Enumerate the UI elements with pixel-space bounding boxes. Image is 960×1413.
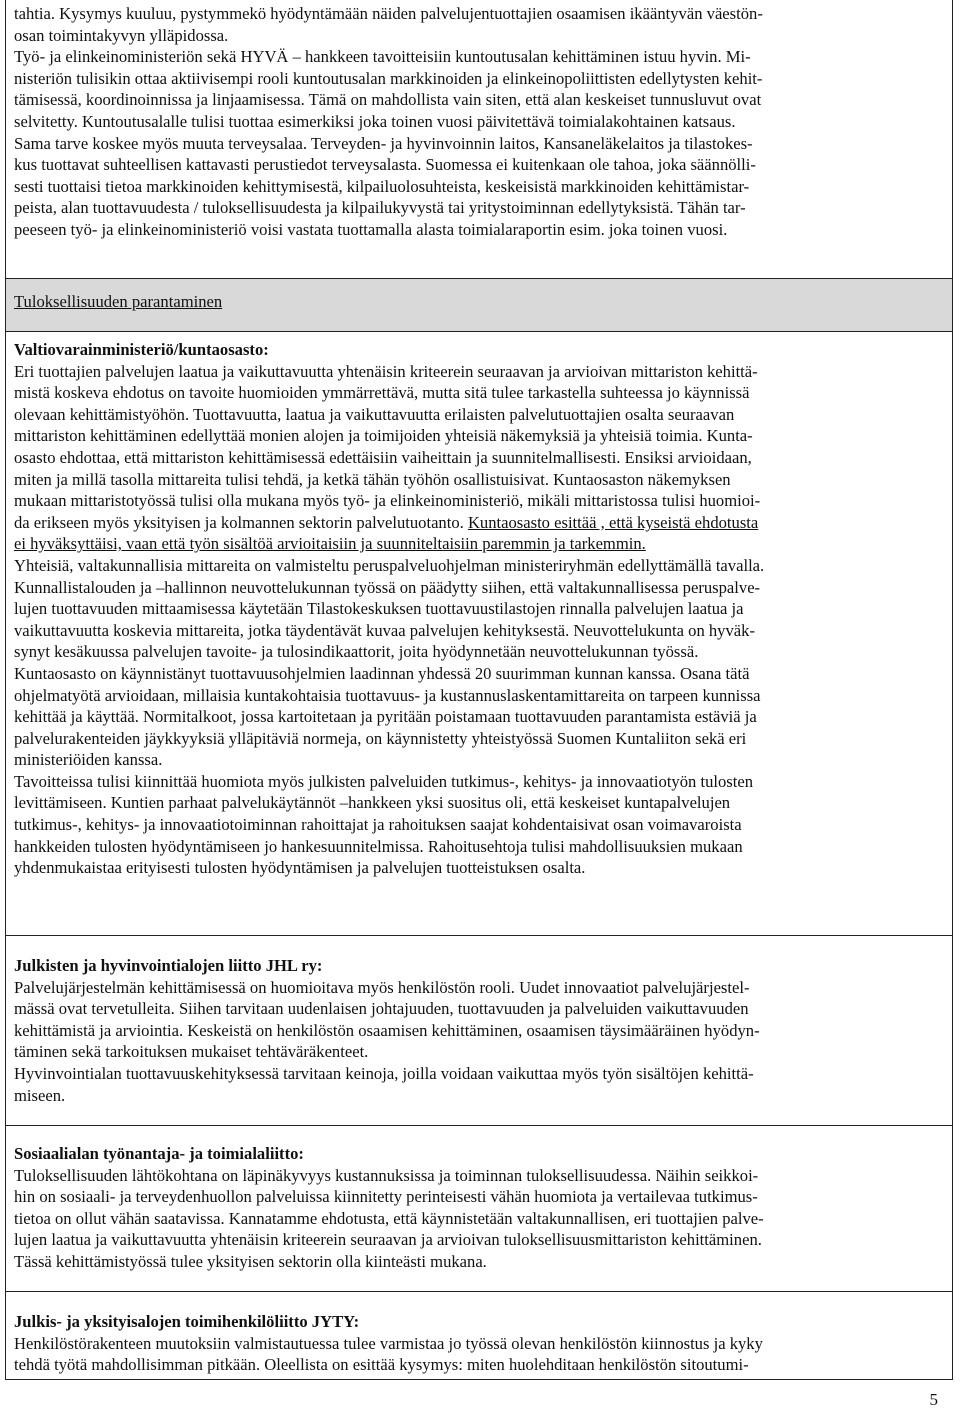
intro-line: kus tuottavat suhteellisen kattavasti perustiedot terveysalasta. Suomessa ei kuitenkaan ole tahoa, joka säännölli- <box>14 155 756 175</box>
vm-line: yhdenmukaistaa erityisesti tulosten hyödyntämisen ja palvelujen tuotteistuksen osalta. <box>14 858 586 878</box>
intro-line: tämisessä, koordinoinnissa ja linjaamisessa. Tämä on mahdollista vain siten, että alan keskeiset tunnusluvut ovat <box>14 90 762 110</box>
org-heading: Valtiovarainministeriö/kuntaosasto: <box>14 340 269 359</box>
vm-line: palvelurakenteiden jäykkyyksiä ylläpitäviä normeja, on käynnistetty yhteistyössä Suomen Kuntaliiton sekä eri <box>14 728 747 748</box>
intro-line: nisteriön tulisikin ottaa aktiivisempi rooli kuntoutusalan markkinoiden ja elinkeinopoliittisten edellytysten kehit- <box>14 68 763 88</box>
jhl-line: Hyvinvointialan tuottavuuskehityksessä tarvitaan keinoja, joilla voidaan vaikuttaa myös työn sisältöjen kehittä- <box>14 1063 754 1083</box>
divider <box>6 1125 952 1126</box>
vm-line: hankkeiden tulosten hyödyntämiseen jo hankesuunnitelmissa. Rahoitusehtoja tulisi mahdollisuuksien mukaan <box>14 836 743 856</box>
section-heading-band <box>6 279 952 331</box>
vm-line: osasto ehdottaa, että mittariston kehittämisessä edettäisiin vaiheittain ja suunnitelmallisesti. Ensiksi arvioidaan, <box>14 447 752 467</box>
intro-line: Työ- ja elinkeinoministeriön sekä HYVÄ – hankkeen tavoitteisiin kuntoutusalan kehittäminen istuu hyvin. Mi- <box>14 47 751 67</box>
vm-line: vaikuttavuutta koskevia mittareita, jotka täydentävät kuvaa palvelujen kehityksestä. Neuvottelukunta on hyväk- <box>14 620 755 640</box>
vm-line: synyt kesäkuussa palvelujen tavoite- ja tulosindikaattorit, joita hyödynnetään neuvottelukunnan työssä. <box>14 642 699 662</box>
vm-line-plain: da erikseen myös yksityisen ja kolmannen sektorin palvelutuotanto. <box>14 512 468 532</box>
intro-line: peista, alan tuottavuudesta / tuloksellisuudesta ja kilpailukyvystä tai yritystoiminnan edellytyksistä. Tähän tar- <box>14 198 746 218</box>
intro-line: peeseen työ- ja elinkeinoministeriö voisi vastata tuottamalla alasta toimialaraportin esim. joka toinen vuosi. <box>14 219 728 239</box>
vm-line: mukaan mittaristotyössä tulisi olla mukana myös työ- ja elinkeinoministeriö, mikäli mittaristossa tulisi huomioi- <box>14 491 761 511</box>
vm-underlined-text: ei hyväksyttäisi, vaan että työn sisältöä arvioitaisiin ja suunniteltaisiin paremmin ja tarkemmin. <box>14 534 646 554</box>
jhl-line: mässä ovat tervetulleita. Siihen tarvitaan uudenlaisen johtajuuden, tuottavuuden ja palveluiden vaikuttavuuden <box>14 999 749 1019</box>
vm-line: ministeriöiden kanssa. <box>14 750 163 770</box>
vm-line: mittariston kehittäminen edellyttää monien alojen ja toimijoiden yhteisiä näkemyksiä ja yhteisiä toimia. Kunta- <box>14 426 753 446</box>
vm-line: olevaan kehittämistyöhön. Tuottavuutta, laatua ja vaikuttavuutta erilaisten palvelutuottajien osalta seuraavan <box>14 404 735 424</box>
org-heading: Julkis- ja yksityisalojen toimihenkilöliitto JYTY: <box>14 1312 360 1331</box>
vm-cell <box>6 339 952 879</box>
vm-line: Kuntaosasto on käynnistänyt tuottavuusohjelmien laadinnan yhdessä 20 suurimman kunnan kanssa. Osana tätä <box>14 663 750 683</box>
document-frame <box>5 0 953 1380</box>
jhl-cell <box>6 955 952 1106</box>
intro-line: selvitetty. Kuntoutusalalle tulisi tuottaa esimerkiksi joka toinen vuosi päivitettävä toimialakohtainen katsaus. <box>14 111 736 131</box>
jhl-line: kehittämistä ja arviointia. Keskeistä on henkilöstön osaamisen kehittäminen, osaamisen täysimääräinen hyödyn- <box>14 1020 760 1040</box>
sosiaali-line: tietoa on ollut vähän saatavissa. Kannatamme ehdotusta, että käynnistetään valtakunnallisen, eri tuottajien palve- <box>14 1208 764 1228</box>
section-heading: Tuloksellisuuden parantaminen <box>14 292 223 311</box>
divider <box>6 935 952 936</box>
vm-underlined-text: Kuntaosasto esittää , että kyseistä ehdotusta <box>467 512 759 532</box>
sosiaali-line: Tuloksellisuuden lähtökohtana on läpinäkyvyys kustannuksissa ja toiminnan tuloksellisuudessa. Näihin seikkoi- <box>14 1165 759 1185</box>
vm-line <box>14 512 945 534</box>
jyty-cell <box>6 1311 952 1376</box>
divider <box>6 331 952 332</box>
sosiaali-line: hin on sosiaali- ja terveydenhuollon palveluissa kiinnitetty perinteisesti vähän huomiota ja vertailevaa tutkimus- <box>14 1187 758 1207</box>
intro-line: sesti tuottaisi tietoa markkinoiden kehittymisestä, kilpailuolosuhteista, keskeisistä markkinoiden kehittämistar- <box>14 176 750 196</box>
org-heading: Julkisten ja hyvinvointialojen liitto JHL ry: <box>14 956 323 975</box>
intro-line: osan toimintakyvyn ylläpidossa. <box>14 25 229 45</box>
jhl-line: Palvelujärjestelmän kehittämisessä on huomioitava myös henkilöstön rooli. Uudet innovaatiot palvelujärjestel- <box>14 977 750 997</box>
vm-line: Eri tuottajien palvelujen laatua ja vaikuttavuutta yhtenäisin kriteerein seuraavan ja arvioivan mittariston kehittä- <box>14 361 758 381</box>
intro-line: tahtia. Kysymys kuuluu, pystymmekö hyödyntämään näiden palvelujentuottajien osaamisen ikääntyvän väestön- <box>14 4 763 23</box>
vm-line: kehittää ja käyttää. Normitalkoot, jossa kartoitetaan ja pyritään poistamaan tuottavuuden parantamista estäviä ja <box>14 707 757 727</box>
divider <box>6 1291 952 1292</box>
vm-line: mistä koskeva ehdotus on tavoite huomioiden ymmärrettävä, mutta sitä tulee tarkastella suhteessa jo käynnissä <box>14 383 750 403</box>
vm-line: ohjelmatyötä arvioidaan, millaisia kuntakohtaisia tuottavuus- ja kustannuslaskentamittareita on tarpeen kunnissa <box>14 685 761 705</box>
sosiaali-line: Tässä kehittämistyössä tulee yksityisen sektorin olla kiinteästi mukana. <box>14 1251 487 1271</box>
intro-line: Sama tarve koskee myös muuta terveysalaa. Terveyden- ja hyvinvoinnin laitos, Kansaneläkelaitos ja tilastokes- <box>14 133 753 153</box>
sosiaali-cell <box>6 1143 952 1273</box>
vm-line: Kunnallistalouden ja –hallinnon neuvottelukunnan työssä on päädytty siihen, että valtakunnallisessa peruspalve- <box>14 577 761 597</box>
intro-cell <box>6 3 952 241</box>
jhl-line: täminen sekä tarkoituksen mukaiset tehtäväräkenteet. <box>14 1042 369 1062</box>
vm-line: miten ja millä tasolla mittareita tulisi tehdä, ja ketkä tähän työhön osallistuisivat. Kuntaosaston näkemyksen <box>14 469 731 489</box>
jyty-line: Henkilöstörakenteen muutoksiin valmistautuessa tulee varmistaa jo työssä olevan henkilöstön kiinnostus ja kyky <box>14 1333 763 1353</box>
page-number: 5 <box>929 1390 938 1409</box>
vm-line: Tavoitteissa tulisi kiinnittää huomiota myös julkisten palveluiden tutkimus-, kehitys- ja innovaatiotyön tulosten <box>14 771 754 791</box>
vm-line: Yhteisiä, valtakunnallisia mittareita on valmisteltu peruspalveluohjelman ministeriryhmän edellyttämällä tavalla. <box>14 555 765 575</box>
vm-line: levittämiseen. Kuntien parhaat palvelukäytännöt –hankkeen yksi suositus oli, että keskeiset kuntapalvelujen <box>14 793 731 813</box>
org-heading: Sosiaalialan työnantaja- ja toimialaliitto: <box>14 1144 304 1163</box>
vm-line: tutkimus-, kehitys- ja innovaatiotoiminnan rahoittajat ja rahoituksen saajat kohdentaisivat osan voimavaroista <box>14 815 742 835</box>
jhl-line: miseen. <box>14 1085 66 1105</box>
sosiaali-line: lujen laatua ja vaikuttavuutta yhtenäisin kriteerein seuraavan ja arvioivan tuloksellisuusmittariston kehittäminen. <box>14 1230 762 1250</box>
jyty-line: tehdä työtä mahdollisimman pitkään. Oleellista on esittää kysymys: miten huolehditaan henkilöstön sitoutumi- <box>14 1355 749 1375</box>
vm-line: lujen tuottavuuden mittaamisessa käytetään Tilastokeskuksen tuottavuustilastojen rinnalla palvelujen laatua ja <box>14 599 744 619</box>
